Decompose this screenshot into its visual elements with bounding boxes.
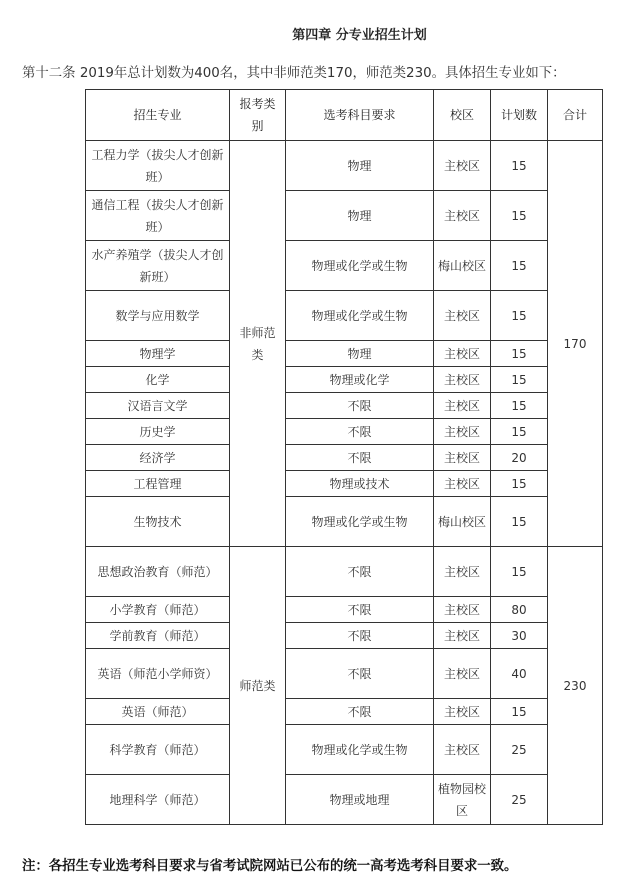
table-row	[86, 341, 603, 367]
campus-cell: 主校区	[434, 471, 491, 497]
table-row	[86, 445, 603, 471]
campus-cell: 主校区	[434, 291, 491, 341]
plan-cell: 15	[491, 367, 548, 393]
major-cell: 汉语言文学	[86, 393, 230, 419]
campus-cell: 主校区	[434, 191, 491, 241]
subjects-cell: 物理	[286, 341, 434, 367]
header-campus: 校区	[434, 90, 491, 141]
major-cell: 水产养殖学（拔尖人才创新班）	[86, 241, 230, 291]
table-row	[86, 547, 603, 597]
campus-cell: 主校区	[434, 725, 491, 775]
enrollment-plan-table	[85, 89, 603, 825]
plan-cell: 15	[491, 497, 548, 547]
major-cell: 生物技术	[86, 497, 230, 547]
table-row	[86, 471, 603, 497]
major-cell: 工程管理	[86, 471, 230, 497]
major-cell: 化学	[86, 367, 230, 393]
subjects-cell: 物理或化学或生物	[286, 725, 434, 775]
category-cell-non-teacher: 非师范类	[230, 141, 286, 547]
category-cell-teacher: 师范类	[230, 547, 286, 825]
header-major: 招生专业	[86, 90, 230, 141]
subjects-cell: 不限	[286, 649, 434, 699]
campus-cell: 主校区	[434, 699, 491, 725]
footnote: 注：各招生专业选考科目要求与省考试院网站已公布的统一高考选考科目要求一致。	[22, 859, 518, 874]
plan-cell: 15	[491, 699, 548, 725]
major-cell: 通信工程（拔尖人才创新班）	[86, 191, 230, 241]
major-cell: 物理学	[86, 341, 230, 367]
total-cell-teacher: 230	[548, 547, 603, 825]
subjects-cell: 物理或化学或生物	[286, 291, 434, 341]
plan-cell: 25	[491, 775, 548, 825]
plan-cell: 15	[491, 241, 548, 291]
plan-cell: 15	[491, 547, 548, 597]
major-cell: 经济学	[86, 445, 230, 471]
table-row	[86, 419, 603, 445]
header-category: 报考类别	[230, 90, 286, 141]
chapter-title	[0, 24, 643, 43]
plan-cell: 20	[491, 445, 548, 471]
subjects-cell: 不限	[286, 393, 434, 419]
campus-cell: 梅山校区	[434, 497, 491, 547]
campus-cell: 主校区	[434, 547, 491, 597]
major-cell: 英语（师范）	[86, 699, 230, 725]
major-cell: 工程力学（拔尖人才创新班）	[86, 141, 230, 191]
campus-cell: 主校区	[434, 445, 491, 471]
plan-cell: 80	[491, 597, 548, 623]
campus-cell: 主校区	[434, 649, 491, 699]
subjects-cell: 物理	[286, 141, 434, 191]
table-row	[86, 699, 603, 725]
plan-cell: 15	[491, 291, 548, 341]
intro-paragraph: 第十二条 2019年总计划数为400名，其中非师范类170，师范类230。具体招生专业如下：	[22, 66, 566, 81]
campus-cell: 主校区	[434, 341, 491, 367]
subjects-cell: 物理或地理	[286, 775, 434, 825]
table-row	[86, 775, 603, 825]
plan-cell: 15	[491, 141, 548, 191]
campus-cell: 植物园校区	[434, 775, 491, 825]
table-row	[86, 241, 603, 291]
plan-cell: 15	[491, 393, 548, 419]
subjects-cell: 不限	[286, 597, 434, 623]
table-row	[86, 497, 603, 547]
major-cell: 科学教育（师范）	[86, 725, 230, 775]
major-cell: 历史学	[86, 419, 230, 445]
subjects-cell: 物理或化学或生物	[286, 497, 434, 547]
chapter-title-text: 第四章 分专业招生计划	[292, 28, 427, 43]
table-row	[86, 623, 603, 649]
campus-cell: 主校区	[434, 367, 491, 393]
campus-cell: 主校区	[434, 623, 491, 649]
table-header-row	[86, 90, 603, 141]
table-row	[86, 191, 603, 241]
plan-cell: 15	[491, 419, 548, 445]
plan-cell: 25	[491, 725, 548, 775]
subjects-cell: 不限	[286, 419, 434, 445]
major-cell: 思想政治教育（师范）	[86, 547, 230, 597]
subjects-cell: 不限	[286, 547, 434, 597]
campus-cell: 主校区	[434, 141, 491, 191]
plan-cell: 15	[491, 471, 548, 497]
table-row	[86, 141, 603, 191]
major-cell: 学前教育（师范）	[86, 623, 230, 649]
table-row	[86, 291, 603, 341]
campus-cell: 主校区	[434, 419, 491, 445]
major-cell: 数学与应用数学	[86, 291, 230, 341]
campus-cell: 主校区	[434, 597, 491, 623]
table-row	[86, 725, 603, 775]
subjects-cell: 物理或技术	[286, 471, 434, 497]
table-row	[86, 393, 603, 419]
subjects-cell: 不限	[286, 699, 434, 725]
subjects-cell: 不限	[286, 623, 434, 649]
plan-cell: 15	[491, 191, 548, 241]
header-subjects: 选考科目要求	[286, 90, 434, 141]
subjects-cell: 不限	[286, 445, 434, 471]
major-cell: 小学教育（师范）	[86, 597, 230, 623]
header-plan: 计划数	[491, 90, 548, 141]
table-row	[86, 367, 603, 393]
plan-cell: 30	[491, 623, 548, 649]
table-row	[86, 649, 603, 699]
major-cell: 英语（师范小学师资）	[86, 649, 230, 699]
table-row	[86, 597, 603, 623]
plan-cell: 15	[491, 341, 548, 367]
subjects-cell: 物理	[286, 191, 434, 241]
major-cell: 地理科学（师范）	[86, 775, 230, 825]
total-cell-non-teacher: 170	[548, 141, 603, 547]
subjects-cell: 物理或化学或生物	[286, 241, 434, 291]
header-total: 合计	[548, 90, 603, 141]
campus-cell: 梅山校区	[434, 241, 491, 291]
campus-cell: 主校区	[434, 393, 491, 419]
plan-cell: 40	[491, 649, 548, 699]
subjects-cell: 物理或化学	[286, 367, 434, 393]
